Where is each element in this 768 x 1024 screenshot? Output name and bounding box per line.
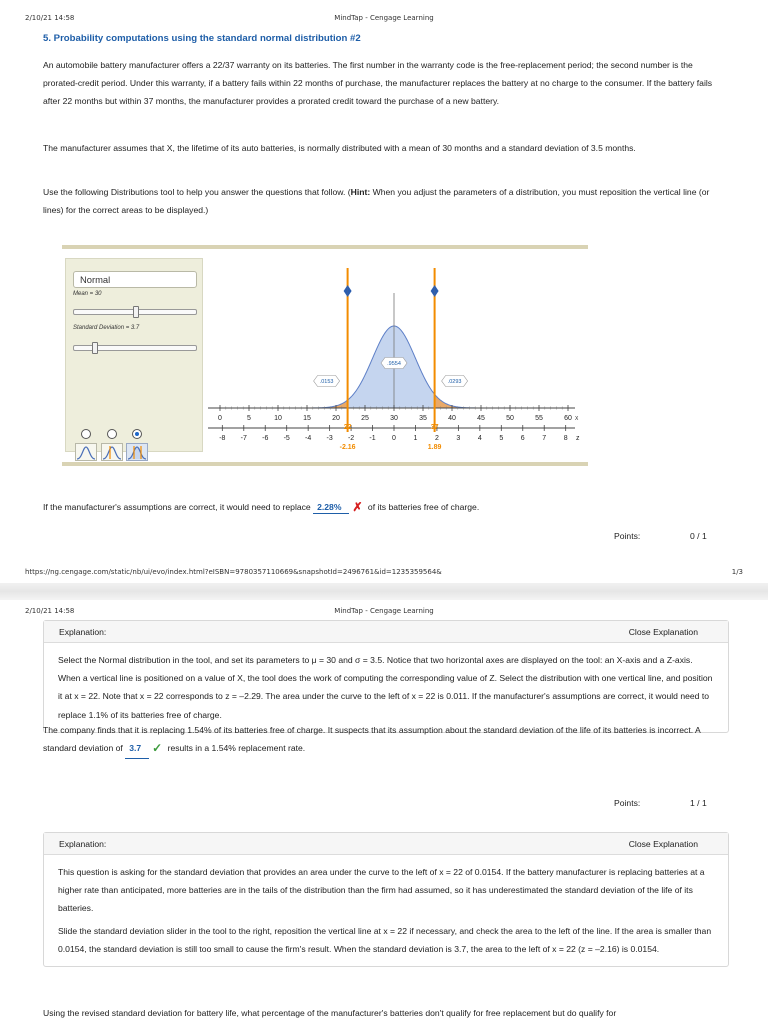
z-tick-label: 7 [542,435,547,442]
area-right-label: .0293 [447,379,462,386]
z-tick-label: -1 [369,435,376,442]
z-tick-label: -6 [262,435,269,442]
z-tick-label: 4 [477,435,482,442]
print-footer [25,568,743,580]
answer-2 [43,721,729,759]
area-middle-label: .9554 [387,361,401,368]
curve-one-line-icon[interactable] [101,443,123,461]
question-paragraph-1: An automobile battery manufacturer offers a 22/37 warranty on its batteries. The first number in the warranty code is the free-replacement period; the second number is the prorated-credit period. Under this warranty, if a battery fails within 22 months of purchase, the manufacturer replaces the battery at no charge to the consumer. If the battery fails after 22 months but within 37 months, the manufacturer provides a prorated credit toward the purchase of a new battery. [43,60,713,107]
explanation-header-1 [44,621,728,643]
tool-top-border [62,245,588,249]
points-1 [614,531,707,541]
correct-icon: ✓ [152,741,163,756]
x-tick-label: 10 [274,415,282,422]
hint-label: Hint: [350,187,371,197]
x-tick-label: 50 [506,415,514,422]
points-2 [614,798,707,808]
question-title: 5. Probability computations using the standard normal distribution #2 [43,33,361,44]
z-tick-label: -2 [347,435,355,442]
explanation-label-1: Explanation: [59,627,107,637]
z-tick-label: 6 [520,435,525,442]
z-tick-label: 5 [499,435,504,442]
question-3-text: Using the revised standard deviation for battery life, what percentage of the manufacturer's batteries don't qualify for free replacement but do qualify for [43,1008,617,1018]
answer-1-post: of its batteries free of charge. [367,502,480,512]
print-header-2 [25,607,743,619]
x-tick-label: 55 [535,415,543,422]
right-line-x-value: 37 [430,424,439,431]
radio-one-line[interactable] [107,429,117,439]
explanation-body-2 [44,855,728,966]
points-1-value: 0 / 1 [690,531,707,541]
z-tick-label: -3 [326,435,333,442]
answer-2-pre: The company finds that it is replacing 1.54% of its batteries free of charge. It suspects that its assumption about the standard deviation of the life of its batteries is incorrect. A standard deviation of [43,725,701,754]
explanation-label-2: Explanation: [59,839,107,849]
explanation-text-1: Select the Normal distribution in the tool, and set its parameters to μ = 30 and σ = 3.5. Notice that two horizontal axes are displayed on the tool: an X-axis and a Z-axis. When a vertical line is positioned on a value of X, the tool does the work of computing the corresponding value of Z. Select the distribution with one vertical line, and position it at x = 22. Note that x = 22 corresponds to z = –2.29. The area under the curve to the left of x = 22 is 0.011. If the manufacturer's assumptions are correct, it would need to replace 1.1% of its batteries free of charge. [58,655,713,720]
left-line-handle-icon [344,285,348,297]
page-separator [0,583,768,600]
distribution-plot [203,258,586,452]
explanation-2-paragraph-1: This question is asking for the standard deviation that provides an area under the curve to the left of x = 22 of 0.0154. If the battery manufacturer is replacing batteries at a higher rate than anticipated, more batteries are in the tails of the distribution than the firm had assumed, so it has underestimated the standard deviation of the life of its batteries. [58,867,705,914]
explanation-2-paragraph-2: Slide the standard deviation slider in the tool to the right, reposition the vertical line at x = 22 if necessary, and check the area to the left of the line. If the area is smaller than 0.0154, the standard deviation is still too small to cause the firm's result. When the standard deviation is 3.7, the area to the left of x = 22 (z = –2.16) is 0.0154. [58,925,712,954]
print-header [25,14,743,26]
x-tick-label: 40 [448,415,456,422]
radio-no-line[interactable] [81,429,91,439]
tool-bottom-border [62,462,588,466]
points-1-label: Points: [614,531,641,541]
incorrect-icon: ✗ [352,500,363,514]
explanation-box-1 [43,620,729,733]
explanation-body-1 [44,643,728,732]
print-title-2: MindTap - Cengage Learning [334,607,434,615]
explanation-header-2 [44,833,728,855]
x-tick-label: 30 [390,415,398,422]
x-tick-label: 35 [419,415,427,422]
z-tick-label: 2 [434,435,439,442]
x-tick-label: 15 [303,415,311,422]
curve-two-lines-icon[interactable] [126,443,148,461]
z-tick-label: 1 [413,435,418,442]
z-tick-label: 3 [456,435,461,442]
curve-no-line-icon[interactable] [75,443,97,461]
x-tick-label: 5 [247,415,251,422]
x-tick-label: 0 [218,415,222,422]
explanation-box-2 [43,832,729,967]
z-axis-label: z [576,435,580,442]
hint-pre: Use the following Distributions tool to help you answer the questions that follow. ( [43,187,351,197]
sd-slider-thumb[interactable] [92,342,98,354]
left-line-x-value: 22 [343,424,352,431]
z-tick-label: -7 [240,435,247,442]
right-line-z-value: 1.89 [427,444,442,451]
print-title: MindTap - Cengage Learning [334,14,434,22]
tool-control-panel [65,258,203,452]
mean-label: Mean = 30 [73,291,102,297]
distributions-tool [62,245,588,466]
left-line-handle-icon [348,285,352,297]
answer-2-post: results in a 1.54% replacement rate. [167,743,306,754]
answer-2-input[interactable]: 3.7 [125,739,149,759]
z-tick-label: 8 [563,435,568,442]
right-line-handle-icon [435,285,439,297]
points-2-value: 1 / 1 [690,798,707,808]
close-explanation-button-1[interactable]: Close Explanation [628,627,698,637]
print-date: 2/10/21 14:58 [25,14,75,22]
left-line-z-value: -2.16 [339,444,356,451]
print-url: https://ng.cengage.com/static/nb/ui/evo/index.html?eISBN=9780357110669&snapshotId=2496761&id=1235359564& [25,568,442,576]
x-axis-label: X [575,416,579,422]
points-2-label: Points: [614,798,641,808]
plot-svg [203,258,586,452]
z-tick-label: -8 [219,435,226,442]
x-tick-label: 60 [564,415,572,422]
answer-1-pre: If the manufacturer's assumptions are correct, it would need to replace [43,502,311,512]
print-date-2: 2/10/21 14:58 [25,607,75,615]
x-tick-label: 20 [332,415,340,422]
close-explanation-button-2[interactable]: Close Explanation [628,839,698,849]
answer-1 [43,500,479,514]
answer-1-input[interactable]: 2.28% [313,502,349,514]
z-tick-label: 0 [392,435,396,442]
right-line-handle-icon [431,285,435,297]
mean-slider[interactable] [73,309,197,315]
x-tick-label: 45 [477,415,485,422]
question-paragraph-3 [43,183,729,219]
distribution-select[interactable]: Normal [73,271,197,288]
question-paragraph-2: The manufacturer assumes that X, the lifetime of its auto batteries, is normally distributed with a mean of 30 months and a standard deviation of 3.5 months. [43,143,636,153]
area-left-label: .0153 [319,379,334,386]
radio-two-lines[interactable] [132,429,142,439]
hint-text: When you adjust the parameters of a distribution, you must reposition the vertical line (or lines) for the correct areas to be displayed.) [43,187,710,216]
z-tick-label: -4 [305,435,312,442]
print-page-number: 1/3 [731,568,743,576]
x-tick-label: 25 [361,415,369,422]
sd-label: Standard Deviation = 3.7 [73,325,140,331]
mean-slider-thumb[interactable] [133,306,139,318]
z-tick-label: -5 [283,435,290,442]
sd-slider[interactable] [73,345,197,351]
